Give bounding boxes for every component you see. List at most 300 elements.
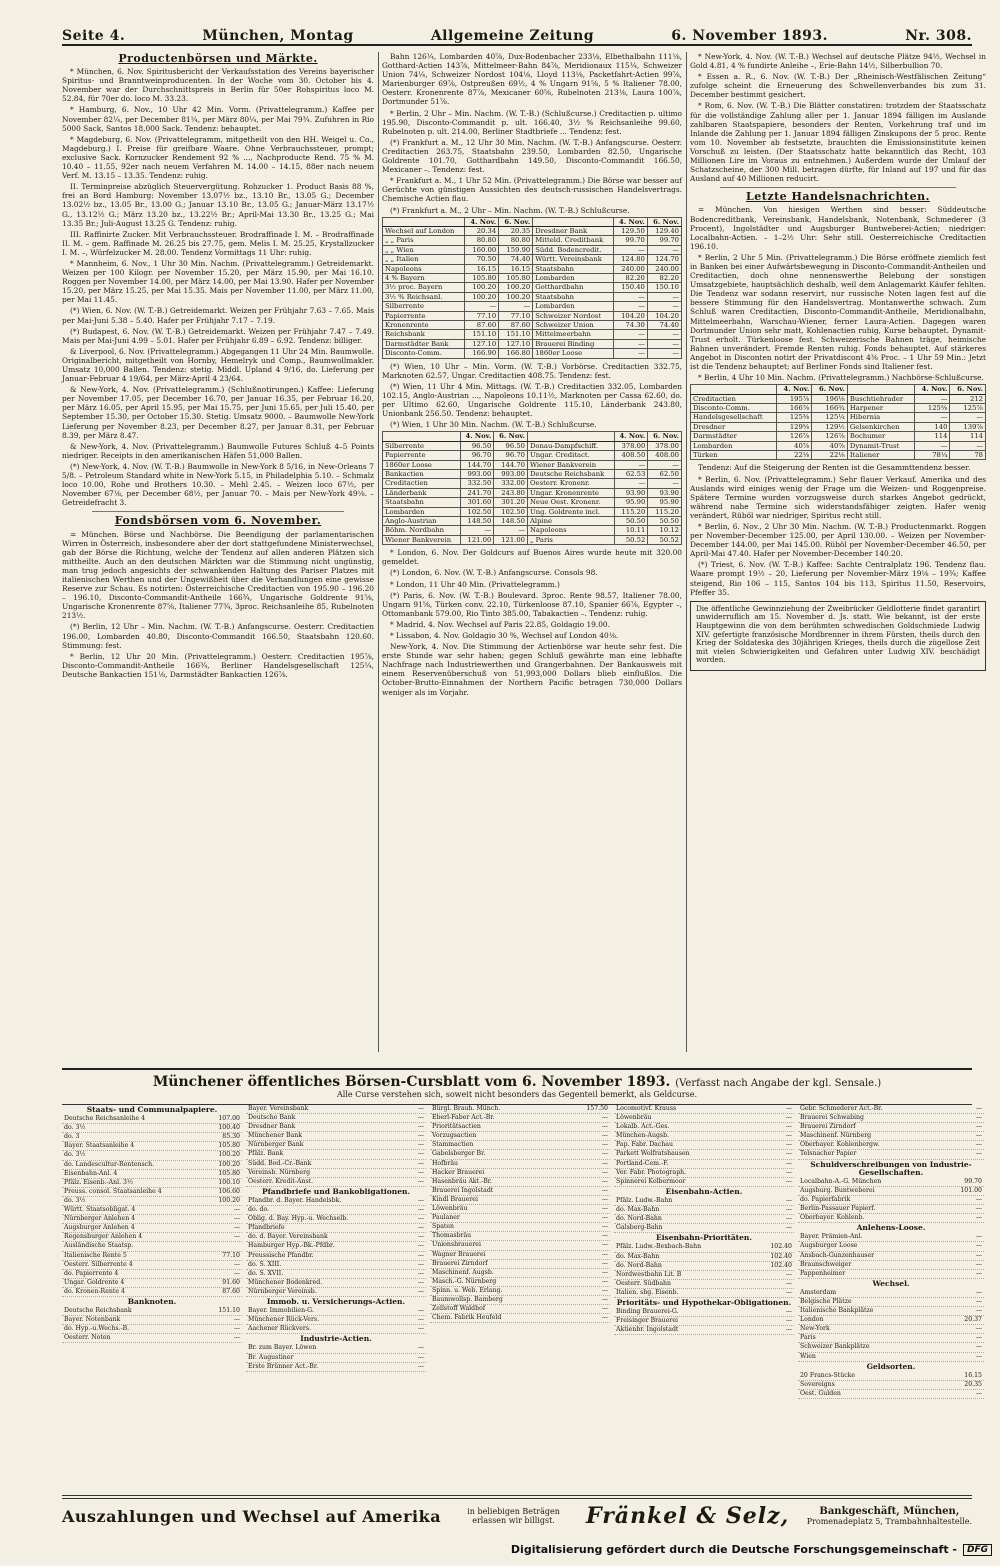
security-name: Oesterr. Südbahn (616, 1279, 672, 1287)
table-cell: 77.10 (499, 311, 533, 320)
bourse-row (430, 1241, 610, 1250)
table-cell: 196⅛ (812, 394, 848, 403)
table-cell: 150.40 (613, 283, 647, 292)
security-name: Südd. Bod.-Cr.-Bank (248, 1159, 312, 1167)
security-name: do. Max-Bahn (616, 1206, 660, 1214)
security-price: — (601, 1268, 608, 1276)
bourse-row (430, 1314, 610, 1323)
table-cell: 100.20 (465, 283, 499, 292)
table-cell: 332.50 (460, 479, 494, 488)
security-name: Binding Brauerei-G. (616, 1308, 679, 1316)
bourse-row (246, 1354, 426, 1363)
table-cell (847, 385, 914, 394)
bourse-row (798, 1261, 984, 1270)
table-row (383, 330, 682, 339)
table-cell: 212 (950, 394, 986, 403)
table-cell: 1860er Loose (533, 349, 614, 358)
security-price: 100.20 (218, 1196, 240, 1204)
security-name: Braunschweiger (800, 1260, 852, 1268)
table-cell (691, 385, 777, 394)
security-price: 99.70 (964, 1177, 982, 1185)
table-cell: 993.00 (460, 469, 494, 478)
security-name: Münchener Bodenkred. (248, 1278, 323, 1286)
table-cell: 127.10 (465, 339, 499, 348)
security-price: — (975, 1343, 982, 1351)
security-name: Hamburger Hyp.-Bk.-Pfdbr. (248, 1242, 335, 1250)
bourse-row (62, 1161, 242, 1170)
security-name: Nürnberger Anlehen 4 (64, 1215, 136, 1223)
security-name: Locomotivf. Krauss (616, 1105, 677, 1112)
digitization-credit (511, 1543, 992, 1556)
bourse-row (430, 1305, 610, 1314)
table-cell: Silberrente (383, 441, 461, 450)
security-price: — (417, 1206, 424, 1214)
security-price: — (975, 1205, 982, 1213)
bourse-row (62, 1142, 242, 1151)
article-paragraph: * Frankfurt a. M., 1 Uhr 52 Min. (Privattelegramm.) Die Börse war besser auf Gerüchte von günstigen Aussichten des deutsch-russischen Handelsvertrags. Chemische Actien flau. (382, 176, 682, 204)
table-cell: Donau-Dampfschiff. (527, 441, 614, 450)
bourse-row (614, 1289, 794, 1298)
security-price: — (975, 1195, 982, 1203)
table-cell: 129½ (812, 422, 848, 431)
security-price: — (601, 1141, 608, 1149)
security-name: Stammactien (432, 1141, 474, 1149)
security-name: Dresdner Bank (248, 1123, 296, 1131)
article-paragraph: Bahn 126¼, Lombarden 40⅞, Dux-Bodenbacher 233⅛, Elbethalbahn 111⅛, Gotthard-Actien 143⅞, Mittelmeer-Bahn 84⅞, Meridionaux 115¼, Schweizer Union 74¼, Schweizer Nordost 104⅛, Lloyd 113⅛, Packetfahrt-Actien 99⅞, Marienburger 69⅞, Ostpreußen 69½, 4 % Ungarn 91⅝, 5 % Italiener 78.00, Oesterr. Kronenrente 87⅞, Mexicaner 60⅝, Rubelnoten 213⅛, Laura 100⅞, Dortmunder 51⅞. (382, 52, 682, 107)
table-cell: 100.20 (499, 283, 533, 292)
table-row (691, 441, 986, 450)
bourse-section-heading: Geldsorten. (866, 1361, 916, 1371)
bourse-row (614, 1169, 794, 1178)
table-row (383, 479, 682, 488)
bourse-section-heading: Immob. u. Versicherungs-Actien. (266, 1296, 406, 1306)
bourse-row (614, 1141, 794, 1150)
table-cell: 159.90 (499, 245, 533, 254)
table-cell: 166⅞ (776, 404, 812, 413)
table-cell: Staatsbahn (383, 498, 461, 507)
article-paragraph: (*) Berlin, 12 Uhr – Min. Nachm. (W. T.-B.) Anfangscurse. Oesterr. Creditactien 196.00, Lombarden 40.80, Disconto-Commandit 166.50, Staatsbahn 120.60. Stimmung: fest. (62, 622, 374, 650)
security-price: — (601, 1277, 608, 1285)
security-name: Unionsbrauerei (432, 1241, 481, 1249)
security-name: Portland-Cem.-F. (616, 1159, 669, 1167)
table-cell: Dresdner (691, 422, 777, 431)
bourse-row (62, 1233, 242, 1242)
security-price: — (975, 1132, 982, 1140)
table-cell: 6. Nov. (494, 432, 528, 441)
table-row (691, 451, 986, 460)
security-name: Sovereigns (800, 1380, 835, 1388)
table-cell: Handelsgesellschaft (691, 413, 777, 422)
table-cell: Lombarden (533, 274, 614, 283)
table-cell: 40⅞ (776, 441, 812, 450)
table-cell: Dresdner Bank (533, 227, 614, 236)
security-price: — (601, 1159, 608, 1167)
table-cell: 139⅞ (950, 422, 986, 431)
security-name: Kindl Brauerei (432, 1195, 478, 1203)
table-cell: 105.80 (499, 274, 533, 283)
security-name: Wien (800, 1352, 816, 1360)
article-paragraph: III. Raffinirte Zucker. Mit Verbrauchssteuer. Brodraffinade I. M. – Brodraffinade II. M. – gem. Raffinade M. 26.25 bis 27.75, gem. Melis I. M. 25.25, Krystallzucker I. M. –, Würfelzucker M. 28.00. Tendenz Vormittags 11 Uhr: ruhig. (62, 229, 374, 257)
bourse-row (246, 1141, 426, 1150)
security-name: Pap. Fabr. Dachau (616, 1141, 673, 1149)
security-name: Freisinger Brauerei (616, 1317, 679, 1325)
security-price: — (975, 1141, 982, 1149)
bourse-rows (62, 1115, 242, 1297)
bourse-row (614, 1262, 794, 1271)
bourse-rows (614, 1308, 794, 1335)
security-name: Augsburger Loose (800, 1242, 858, 1250)
table-cell: — (613, 339, 647, 348)
security-name: Italien. sbg. Eisenb. (616, 1288, 679, 1296)
table-cell: Deutsche Reichsbank (527, 469, 614, 478)
bourse-row (246, 1123, 426, 1132)
bourse-row (798, 1132, 984, 1141)
table-cell: Bochumer (847, 432, 914, 441)
table-cell: 104.20 (647, 311, 681, 320)
table-cell: 151.10 (499, 330, 533, 339)
bourse-row (798, 1242, 984, 1251)
table-row (691, 413, 986, 422)
security-name: do. Papierfabrik (800, 1195, 851, 1203)
security-name: Maschinenf. Augsb. (432, 1268, 494, 1276)
security-name: Münchener Rück-Vers. (248, 1316, 320, 1324)
table-cell: 4. Nov. (460, 432, 494, 441)
security-name: Zellstoff Waldhof (432, 1305, 486, 1313)
security-name: Spaten (432, 1223, 455, 1231)
bourse-row (798, 1214, 984, 1223)
table-cell: 50.52 (648, 535, 682, 544)
bourse-row (62, 1307, 242, 1316)
security-name: do. 3½ (64, 1196, 86, 1204)
table-cell: 20.34 (465, 227, 499, 236)
security-price: — (417, 1141, 424, 1149)
bourse-row (798, 1316, 984, 1325)
bourse-section-heading: Prioritäts- und Hypothekar-Obligationen. (616, 1297, 792, 1307)
table-cell: Länderbank (383, 488, 461, 497)
security-name: 20 Francs-Stücke (800, 1371, 856, 1379)
security-price: — (417, 1196, 424, 1204)
table-cell: 144.70 (460, 460, 494, 469)
security-price: — (975, 1389, 982, 1397)
security-price: 100.20 (218, 1160, 240, 1168)
article-paragraph: II. Terminpreise abzüglich Steuervergütung. Rohzucker 1. Product Basis 88 %, frei an Bord Hamburg: November 13.07½ bz., 13.10 Br., 13.05 G.; December 13.02½ bz., 13.05 Br., 13.00 G.; Januar 13.10 Br., 13.05 G.; Januar-März 13.17½ G., 13.12½ G.; März 13.20 bz., 13.22½ Br.; April-Mai 13.30 Br., 13.25 G.; Mai 13.35 Br.; Juli-August 13.25 G. Tendenz: ruhig. (62, 182, 374, 228)
bourse-section-heading: Wechsel. (872, 1278, 910, 1288)
bourse-row (430, 1269, 610, 1278)
security-price: — (417, 1316, 424, 1324)
bourse-row (614, 1326, 794, 1335)
security-price: — (785, 1159, 792, 1167)
security-price: — (601, 1132, 608, 1140)
table-cell: 115.20 (614, 507, 648, 516)
security-name: Preussische Pfandbr. (248, 1251, 314, 1259)
table-cell: — (648, 460, 682, 469)
security-price: — (601, 1177, 608, 1185)
bourse-row (62, 1115, 242, 1124)
bourse-row (246, 1344, 426, 1353)
bourse-column (62, 1105, 242, 1495)
table-cell: 121.00 (460, 535, 494, 544)
security-price: — (233, 1260, 240, 1268)
table-cell: Buschtiehrader (847, 394, 914, 403)
article-paragraph: * Berlin, 2 Uhr – Min. Nachm. (W. T.-B.) (Schlußcurse.) Creditactien p. ultimo 195.90, Disconto-Commandit p. ult. 166.40, 3½ % Reichsanleihe 99.60, Rubelnoten p. ult. 214.00, Berliner Stadtbriefe ... Tendenz: fest. (382, 108, 682, 136)
security-price: — (601, 1259, 608, 1267)
security-price: — (975, 1307, 982, 1315)
security-name: Pfälz. Bank (248, 1150, 284, 1158)
table-cell: Lombarden (691, 441, 777, 450)
column-rule (378, 52, 379, 1052)
firm-street: Promenadeplatz 5, Trambahnhaltestelle. (806, 1517, 972, 1526)
table-row (691, 404, 986, 413)
security-name: do. Nord-Bahn (616, 1215, 662, 1223)
bourse-rows (246, 1105, 426, 1187)
article-paragraph: (*) Budapest, 6. Nov. (W. T.-B.) Getreidemarkt. Weizen per Frühjahr 7.47 – 7.49. Mais per Mai-Juni 4.99 – 5.01. Hafer per Frühjahr 6.89 – 6.92. Tendenz: billiger. (62, 326, 374, 345)
security-name: do. do. (248, 1206, 270, 1214)
table-cell: 10.12 (648, 526, 682, 535)
security-price: — (417, 1344, 424, 1352)
bourse-row (798, 1270, 984, 1279)
table-cell: 993.00 (494, 469, 528, 478)
table-row (383, 292, 682, 301)
security-price: — (417, 1233, 424, 1241)
table-cell: Ung. Goldrente incl. (527, 507, 614, 516)
security-price: — (785, 1168, 792, 1176)
bourse-row (430, 1296, 610, 1305)
bourse-rows (614, 1105, 794, 1187)
table-cell: Staatsbahn (533, 292, 614, 301)
page-number: Seite 4. (62, 28, 126, 44)
table-cell: 332.00 (494, 479, 528, 488)
table-cell: Gotthardbahn (533, 283, 614, 292)
bourse-row (798, 1205, 984, 1214)
security-price: — (417, 1132, 424, 1140)
security-name: Bayer. Vereinsbank (248, 1105, 309, 1112)
bourse-row (798, 1372, 984, 1381)
bourse-row (614, 1243, 794, 1252)
table-cell: 6. Nov. (647, 217, 681, 226)
bourse-row (246, 1114, 426, 1123)
table-row (383, 245, 682, 254)
table-cell: 4. Nov. (914, 385, 950, 394)
bourse-row (62, 1197, 242, 1206)
table-cell: 6. Nov. (950, 385, 986, 394)
bourse-column (798, 1105, 984, 1495)
bourse-row (430, 1223, 610, 1232)
table-cell: 6. Nov. (499, 217, 533, 226)
table-cell: 74.30 (613, 321, 647, 330)
bourse-row (62, 1252, 242, 1261)
security-name: Hasenbräu Akt.-Br. (432, 1177, 493, 1185)
security-price: — (417, 1105, 424, 1112)
table-cell: — (613, 349, 647, 358)
bourse-section-heading: Banknoten. (127, 1296, 177, 1306)
security-price: — (785, 1105, 792, 1112)
firm-name: Fränkel & Selz, (585, 1503, 790, 1529)
table-cell: Schweizer Union (533, 321, 614, 330)
security-name: Augsburg. Buntweberei (800, 1186, 875, 1194)
security-price: — (975, 1114, 982, 1122)
table-cell: — (950, 413, 986, 422)
table-cell: Harpener (847, 404, 914, 413)
security-name: do. Max-Bahn (616, 1252, 660, 1260)
security-price: — (417, 1278, 424, 1286)
security-name: Brauerei Zirndorf (800, 1123, 856, 1131)
security-price: 91.60 (222, 1278, 240, 1286)
security-price: — (785, 1317, 792, 1325)
table-cell: Wiener Bankverein (383, 535, 461, 544)
table-cell: 93.90 (648, 488, 682, 497)
frankfurt-quotes-table (382, 217, 682, 359)
table-cell: 148.50 (494, 517, 528, 526)
table-cell: 114 (950, 432, 986, 441)
article-paragraph: New-York, 4. Nov. Die Stimmung der Actienbörse war heute sehr fest. Die erste Stunde war sehr haben; gegen Schluß gewährte man eine lebhafte Nachfrage nach Industriewerthen und Grangerbahnen. Der Bankausweis mit einem Reservenüberschuß von 51,993,000 Dollars blieb einflußlos. Die October-Brutto-Einnahmen der Northern Pacific betragen 730,000 Dollars weniger als im Vorjahr. (382, 642, 682, 697)
security-price: — (233, 1224, 240, 1232)
security-name: Preuss. consol. Staatsanleihe 4 (64, 1187, 162, 1195)
security-name: do. d. Bayer. Vereinsbank (248, 1233, 328, 1241)
bourse-title-text: Münchener öffentliches Börsen-Cursblatt (152, 1074, 481, 1090)
table-cell: — (647, 349, 681, 358)
bourse-row (430, 1196, 610, 1205)
bourse-row (614, 1178, 794, 1187)
security-name: Oesterr. Noten (64, 1334, 111, 1342)
security-name: Nordwestbahn Lit. B (616, 1270, 682, 1278)
table-cell: — (465, 302, 499, 311)
article-paragraph: * Berlin, 6. Nov., 2 Uhr 30 Min. Nachm. (W. T.-B.) Productenmarkt. Roggen per November-December 125.00, per April 130.00. – Weizen per November-December 144.00, per Mai 145.00. Rüböl per November-December 46.50, per April-Mai 47.40. Hafer per November-December 140.20. (690, 522, 986, 559)
security-price: — (417, 1260, 424, 1268)
table-cell: Reichsbank (383, 330, 465, 339)
bourse-row (246, 1169, 426, 1178)
security-price: — (601, 1150, 608, 1158)
table-cell: 378.00 (614, 441, 648, 450)
security-name: do. S. XVII. (248, 1269, 284, 1277)
security-name: Nürnberger Vereinsb. (248, 1287, 317, 1295)
bourse-row (246, 1206, 426, 1215)
security-name: Bayer. Prämien-Anl. (800, 1233, 863, 1241)
bourse-row (614, 1224, 794, 1233)
security-price: — (785, 1224, 792, 1232)
table-cell: — (914, 441, 950, 450)
security-price: 106.60 (218, 1187, 240, 1195)
table-cell: — (647, 339, 681, 348)
security-name: Bayer. Notenbank (64, 1316, 121, 1324)
table-cell: — (647, 330, 681, 339)
security-name: Oesterr. Silberrente 4 (64, 1260, 133, 1268)
security-price: 20.35 (964, 1380, 982, 1388)
security-price: — (601, 1114, 608, 1122)
bourse-column (614, 1105, 794, 1495)
security-price: 157.50 (586, 1105, 608, 1112)
bourse-rows (62, 1307, 242, 1343)
bourse-row (798, 1196, 984, 1205)
table-cell: 78¼ (914, 451, 950, 460)
security-price: 16.15 (964, 1371, 982, 1379)
table-cell: Silberrente (383, 302, 465, 311)
table-cell: Oesterr. Kronenr. (527, 479, 614, 488)
security-name: Oberbayer. Kohlenbergw. (800, 1141, 880, 1149)
table-cell: 104.20 (613, 311, 647, 320)
bourse-rows (246, 1197, 426, 1297)
security-name: Spinn. u. Web. Erlang. (432, 1286, 503, 1294)
bourse-row (62, 1288, 242, 1297)
table-cell: 4. Nov. (613, 217, 647, 226)
table-cell: Brauerei Binding (533, 339, 614, 348)
security-price: — (975, 1334, 982, 1342)
advertisement-headline: Auszahlungen und Wechsel auf Amerika (62, 1506, 442, 1526)
security-price: — (975, 1150, 982, 1158)
security-price: — (417, 1353, 424, 1361)
table-cell: 1860er Loose (383, 460, 461, 469)
berlin-nachboerse-table (690, 384, 986, 460)
bourse-row (614, 1197, 794, 1206)
table-cell: 102.50 (460, 507, 494, 516)
security-name: Pappenheimer (800, 1269, 846, 1277)
security-name: Bürgl. Brauh. Münch. (432, 1105, 501, 1112)
security-price: — (975, 1233, 982, 1241)
credit-text: Digitalisierung gefördert durch die Deutsche Forschungsgemeinschaft - (510, 1543, 957, 1556)
security-name: London (800, 1316, 824, 1324)
bourse-row (246, 1105, 426, 1114)
table-row (383, 283, 682, 292)
bourse-row (430, 1160, 610, 1169)
table-cell: Türken (691, 451, 777, 460)
bank-advertisement (62, 1498, 972, 1533)
bourse-row (62, 1279, 242, 1288)
table-cell: 126⅞ (812, 432, 848, 441)
place-day: München, Montag (202, 28, 354, 44)
security-name: Thomasbräu (432, 1232, 472, 1240)
security-price: — (601, 1305, 608, 1313)
article-paragraph: (*) Frankfurt a. M., 12 Uhr 30 Min. Nachm. (W. T.-B.) Anfangscurse. Oesterr. Creditactien 263.75, Staatsbahn 239.50, Lombarden 82.50, Ungarische Goldrente 101.70, Gotthardbahn 149.50, Disconto-Commandit 166.50, Mexicaner –. Tendenz: fest. (382, 137, 682, 175)
section-divider (92, 511, 344, 512)
security-price: — (975, 1214, 982, 1222)
table-cell: Lombarden (383, 507, 461, 516)
table-cell: 77.10 (465, 311, 499, 320)
article-paragraph: * London, 6. Nov. Der Goldcurs auf Buenos Aires wurde heute mit 320.00 gemeldet. (382, 548, 682, 567)
security-price: — (785, 1132, 792, 1140)
security-name: Italienische Bankplätze (800, 1307, 874, 1315)
table-cell: — (914, 394, 950, 403)
article-paragraph: & Liverpool, 6. Nov. (Privattelegramm.) Abgegangen 11 Uhr 24 Min. Baumwolle. Originalbericht, mitgetheilt von Hornby, Hemelryk und Comp., Baumwollmakler. Umsatz 10,000 Ballen. Tendenz: stetig. Middl. Upland 4 9/16, do. Lieferung per Januar-Februar 4 19/64, per März-April 4 23/64. (62, 346, 374, 384)
security-price: — (233, 1325, 240, 1333)
section-divider (720, 187, 956, 188)
article-paragraph: (*) London, 6. Nov. (W. T.-B.) Anfangscurse. Consols 98. (390, 568, 598, 578)
table-cell: Darmstädter Bank (383, 339, 465, 348)
table-row (383, 255, 682, 264)
table-cell: — (499, 302, 533, 311)
bourse-row (798, 1187, 984, 1196)
security-price: — (417, 1215, 424, 1223)
table-cell: 129.50 (613, 227, 647, 236)
table-cell (383, 217, 465, 226)
security-price: — (417, 1242, 424, 1250)
table-cell: Wechsel auf London (383, 227, 465, 236)
security-price: — (233, 1206, 240, 1214)
bourse-subtitle: Alle Curse verstehen sich, soweit nicht besonders das Gegenteil bemerkt, als Geldcurse. (337, 1090, 697, 1099)
security-price: — (601, 1241, 608, 1249)
table-cell: Böhm. Nordbahn (383, 526, 461, 535)
bourse-row (614, 1253, 794, 1262)
table-cell: 22⅛ (776, 451, 812, 460)
article-paragraph: Tendenz: Auf die Steigerung der Renten ist die Gesammttendenz besser. (698, 463, 971, 473)
table-row (383, 535, 682, 544)
security-price: — (233, 1233, 240, 1241)
security-name: Hofbräu (432, 1159, 459, 1167)
security-price: — (601, 1186, 608, 1194)
table-cell: 125⅞ (950, 404, 986, 413)
table-cell: 20.35 (499, 227, 533, 236)
bourse-rows (246, 1307, 426, 1334)
table-cell: Mitteld. Creditbank (533, 236, 614, 245)
table-cell: 105.80 (465, 274, 499, 283)
